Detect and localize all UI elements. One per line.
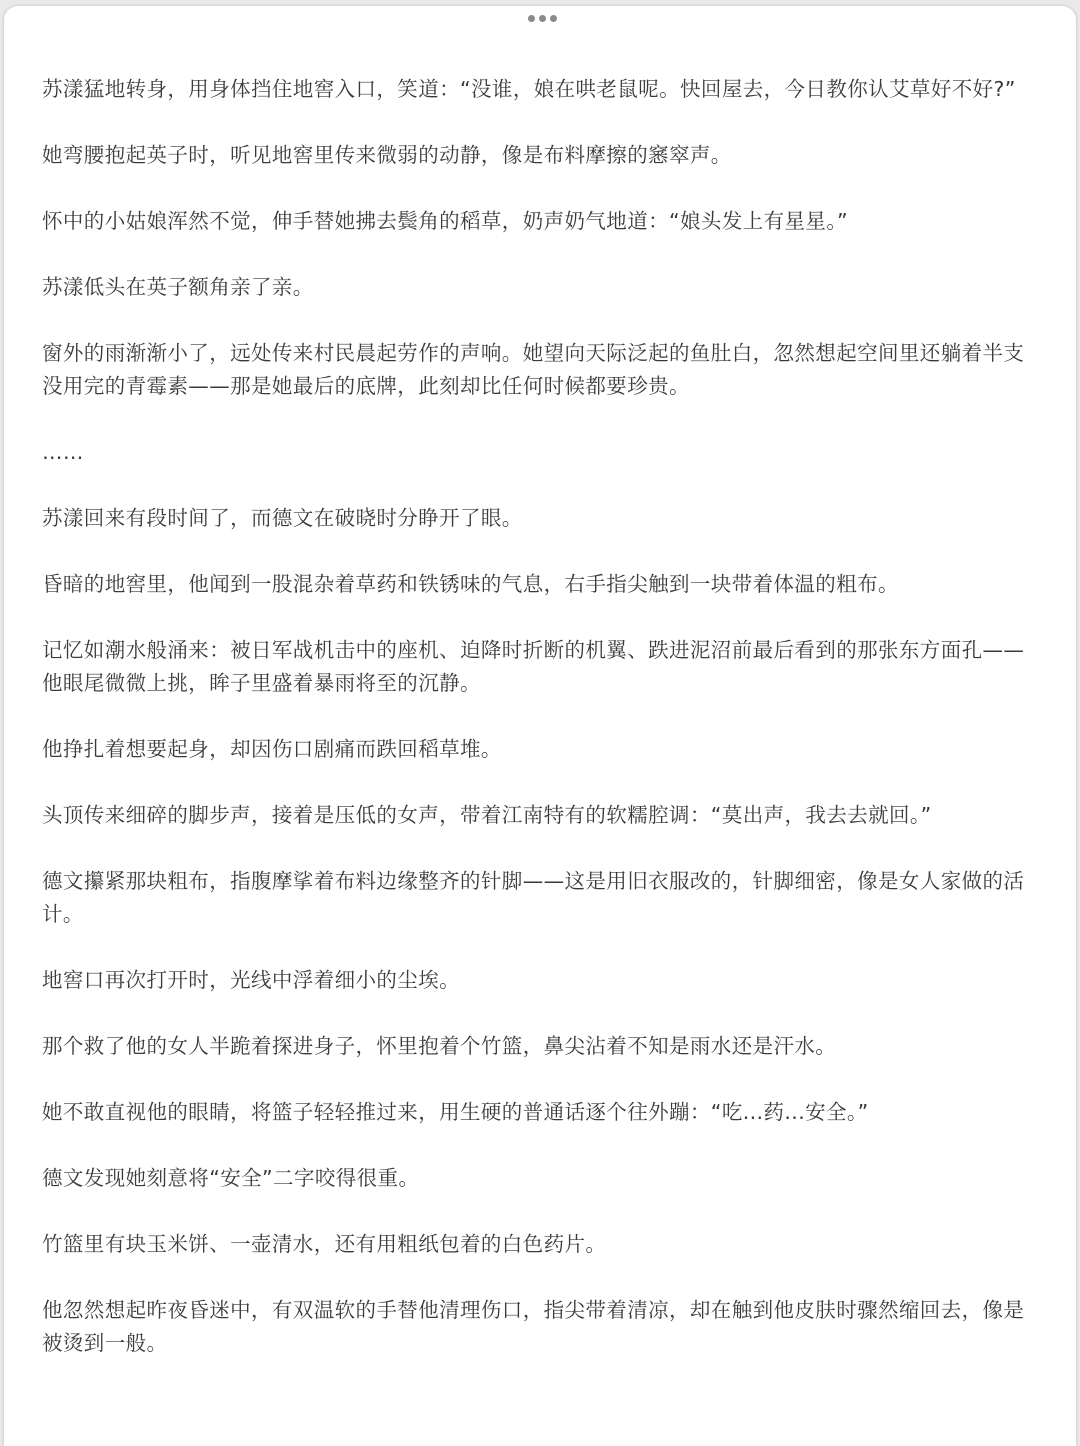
paragraph: 竹篮里有块玉米饼、一壶清水，还有用粗纸包着的白色药片。 [42, 1232, 607, 1256]
reader-sheet [4, 6, 1076, 1446]
paragraph: 头顶传来细碎的脚步声，接着是压低的女声，带着江南特有的软糯腔调：“莫出声，我去去就回。” [42, 803, 932, 827]
handle-dot [550, 15, 557, 22]
paragraph: 记忆如潮水般涌来：被日军战机击中的座机、迫降时折断的机翼、跌进泥沼前最后看到的那张东方面孔——他眼尾微微上挑，眸子里盛着暴雨将至的沉静。 [42, 638, 1025, 695]
paragraph: 苏漾回来有段时间了，而德文在破晓时分睁开了眼。 [42, 506, 523, 530]
paragraph: 她不敢直视他的眼睛，将篮子轻轻推过来，用生硬的普通话逐个往外蹦：“吃...药...安全。” [42, 1100, 869, 1124]
handle-dot [528, 15, 535, 22]
paragraph: 苏漾猛地转身，用身体挡住地窖入口，笑道：“没谁，娘在哄老鼠呢。快回屋去，今日教你认艾草好不好?” [42, 77, 1016, 101]
paragraph: 他挣扎着想要起身，却因伤口剧痛而跌回稻草堆。 [42, 737, 502, 761]
paragraph: 德文攥紧那块粗布，指腹摩挲着布料边缘整齐的针脚——这是用旧衣服改的，针脚细密，像是女人家做的活计。 [42, 869, 1025, 926]
ellipsis-separator: …… [42, 440, 84, 464]
paragraph: 她弯腰抱起英子时，听见地窖里传来微弱的动静，像是布料摩擦的窸窣声。 [42, 143, 732, 167]
paragraph: 窗外的雨渐渐小了，远处传来村民晨起劳作的声响。她望向天际泛起的鱼肚白，忽然想起空间里还躺着半支没用完的青霉素——那是她最后的底牌，此刻却比任何时候都要珍贵。 [42, 341, 1025, 398]
paragraph: 德文发现她刻意将“安全”二字咬得很重。 [42, 1166, 420, 1190]
paragraph: 苏漾低头在英子额角亲了亲。 [42, 275, 314, 299]
paragraph: 昏暗的地窖里，他闻到一股混杂着草药和铁锈味的气息，右手指尖触到一块带着体温的粗布。 [42, 572, 899, 596]
article-body [42, 73, 1042, 1393]
paragraph: 怀中的小姑娘浑然不觉，伸手替她拂去鬓角的稻草，奶声奶气地道：“娘头发上有星星。” [42, 209, 848, 233]
handle-dot [539, 15, 546, 22]
paragraph: 那个救了他的女人半跪着探进身子，怀里抱着个竹篮，鼻尖沾着不知是雨水还是汗水。 [42, 1034, 837, 1058]
more-options-handle-icon[interactable] [528, 15, 557, 22]
paragraph: 地窖口再次打开时，光线中浮着细小的尘埃。 [42, 968, 460, 992]
paragraph: 他忽然想起昨夜昏迷中，有双温软的手替他清理伤口，指尖带着清凉，却在触到他皮肤时骤然缩回去，像是被烫到一般。 [42, 1298, 1025, 1355]
